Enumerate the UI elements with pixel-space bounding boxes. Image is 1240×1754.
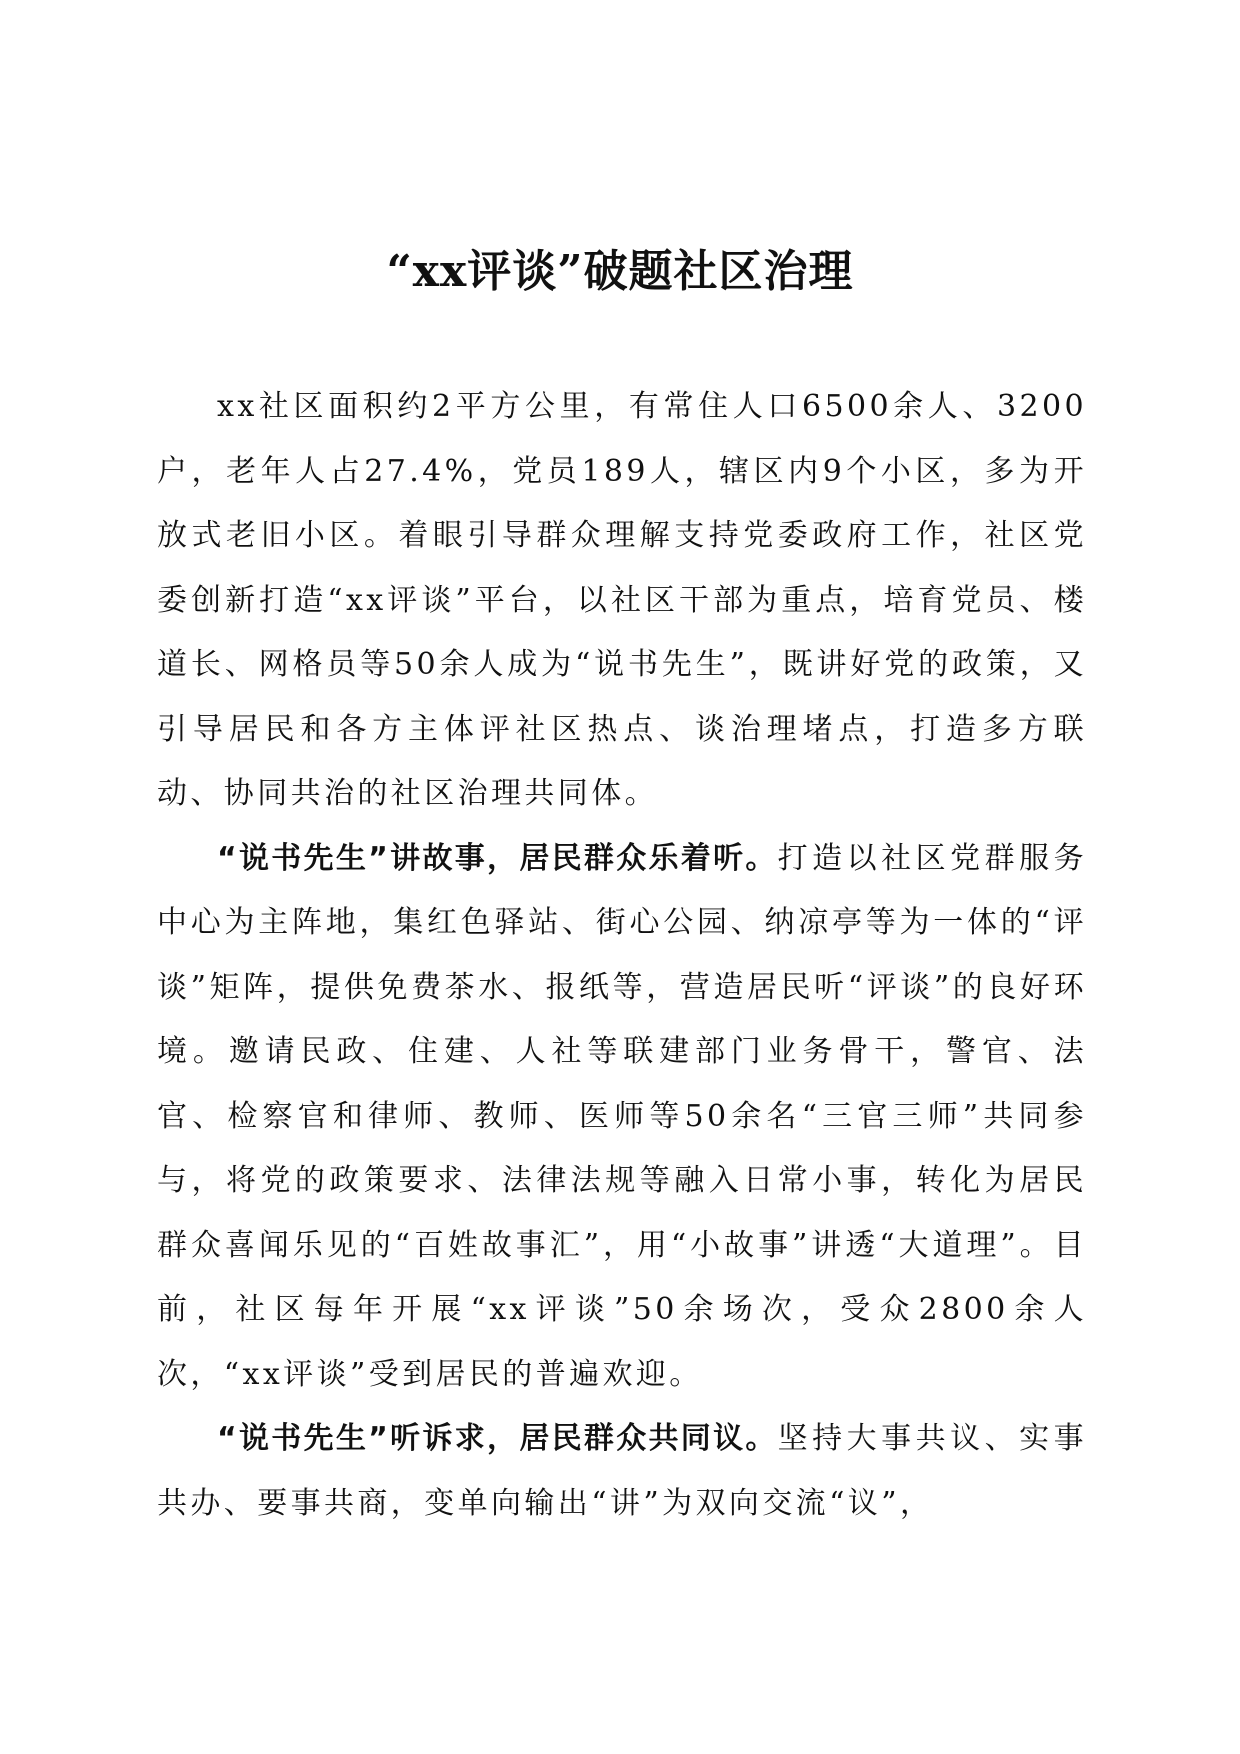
paragraph-intro-text: xx社区面积约2平方公里，有常住人口6500余人、3200户，老年人占27.4%，党员189人，辖区内9个小区，多为开放式老旧小区。着眼引导群众理解支持党委政府工作，社区党委创新打造“xx评谈”平台，以社区干部为重点，培育党员、楼道长、网格员等50余人成为“说书先生”，既讲好党的政策，又引导居民和各方主体评社区热点、谈治理堵点，打造多方联动、协同共治的社区治理共同体。 bbox=[157, 389, 1087, 811]
paragraph-storytelling-text: 打造以社区党群服务中心为主阵地，集红色驿站、街心公园、纳凉亭等为一体的“评谈”矩阵，提供免费茶水、报纸等，营造居民听“评谈”的良好环境。邀请民政、住建、人社等联建部门业务骨干，警官、法官、检察官和律师、教师、医师等50余名“三官三师”共同参与，将党的政策要求、法律法规等融入日常小事，转化为居民群众喜闻乐见的“百姓故事汇”，用“小故事”讲透“大道理”。目前，社区每年开展“xx评谈”50余场次，受众2800余人次，“xx评谈”受到居民的普遍欢迎。 bbox=[157, 840, 1087, 1392]
document-body bbox=[157, 375, 1087, 1536]
paragraph-listening-text: 坚持大事共议、实事共办、要事共商，变单向输出“讲”为双向交流“议”， bbox=[157, 1421, 1087, 1521]
paragraph-storytelling-lead: “说书先生”讲故事，居民群众乐着听。 bbox=[217, 840, 778, 876]
paragraph-listening bbox=[157, 1407, 1087, 1536]
paragraph-intro bbox=[157, 375, 1087, 827]
paragraph-storytelling bbox=[157, 827, 1087, 1408]
paragraph-listening-lead: “说书先生”听诉求，居民群众共同议。 bbox=[217, 1421, 778, 1456]
document-title: “xx评谈”破题社区治理 bbox=[386, 246, 854, 297]
